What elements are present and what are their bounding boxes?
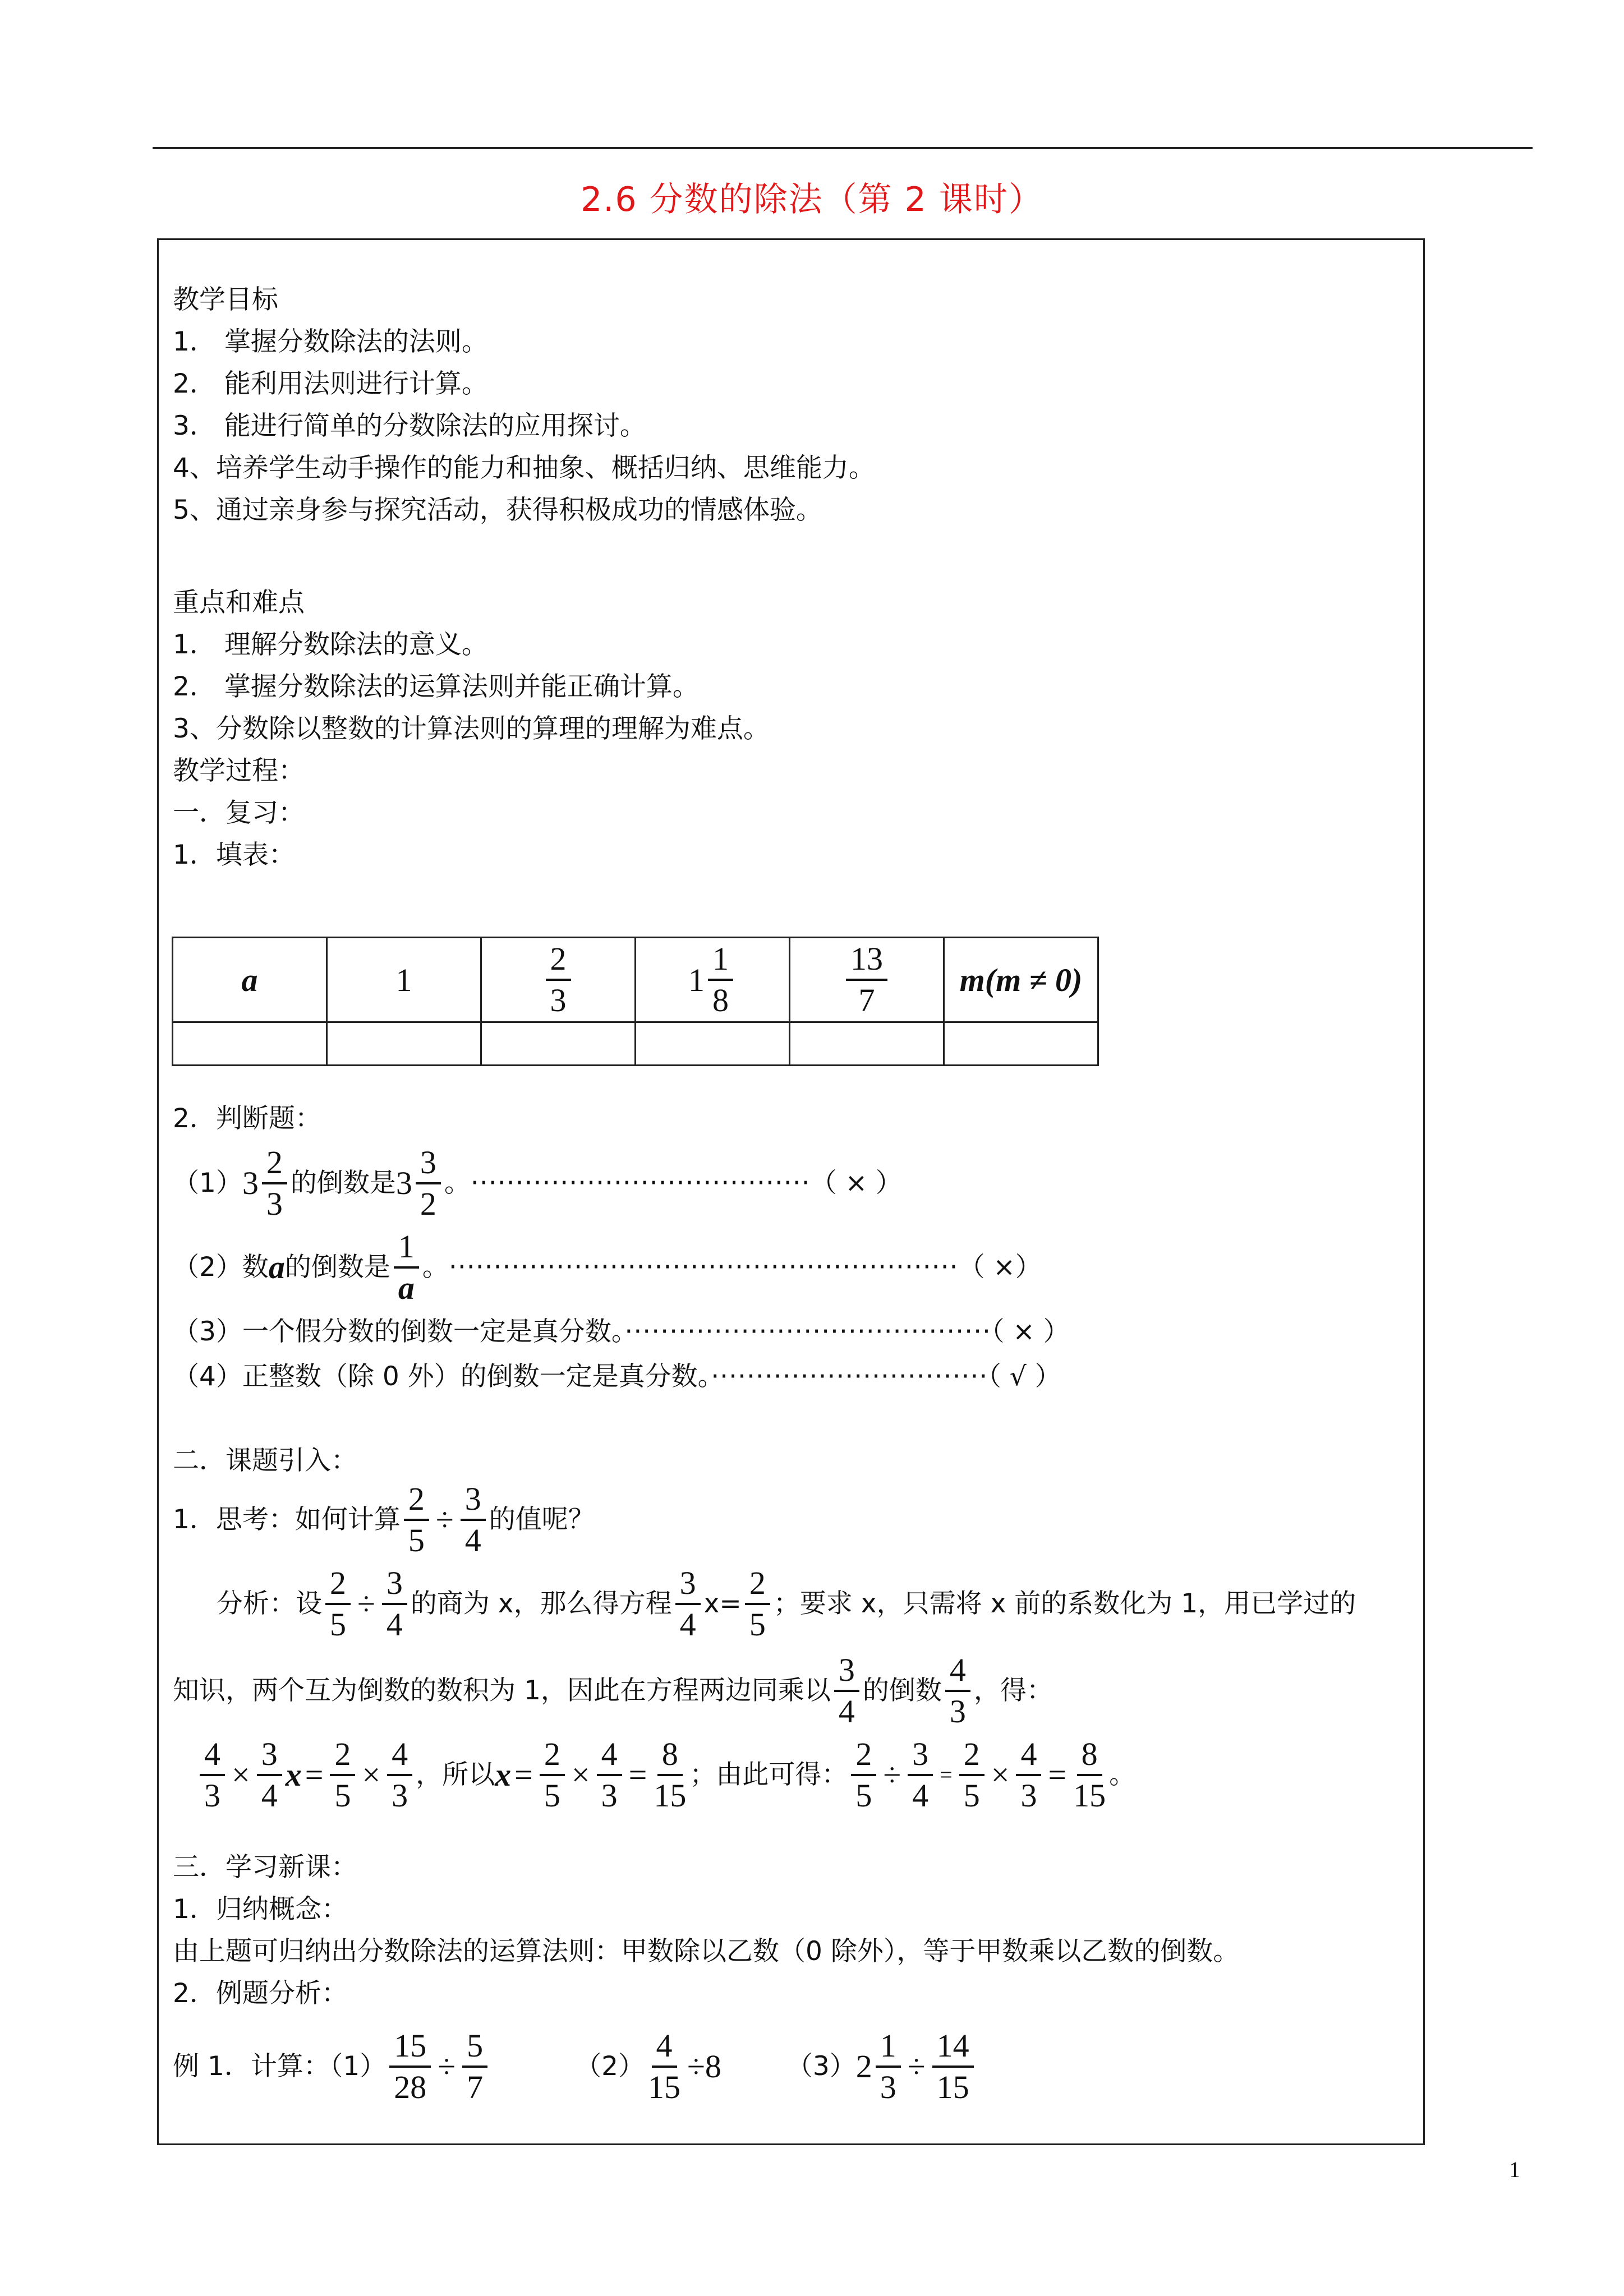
judge-item-4: （4）正整数（除 0 外）的倒数一定是真分数。·······························（ √ ） <box>173 1361 1061 1392</box>
example-1-line: 例 1．计算：（1） $\frac{15}{28}$ ÷ $\frac{5}{7}$ （2） $\frac{4}{15}$ ÷8 （3） 2 $\frac{1}{3}$ ÷ $\frac{14}{15}$ <box>173 2025 977 2109</box>
page-title: 2.6 分数的除法（第 2 课时） <box>581 180 1043 219</box>
equation-line: $\frac{4}{3}$ × $\frac{3}{4}$ x = $\frac{2}{5}$ × $\frac{4}{3}$ ，所以 x = $\frac{2}{5}$ × $\frac{4}{3}$ = $\frac{8}{15}$ ；由此可得： $\frac{2}{5}$ ÷ $\frac{3}{4}$ = $\frac{2}{5}$ × $\frac{4}{3}$ = $\frac{8}{15}$ 。 <box>196 1736 1135 1814</box>
table-answer-cell[interactable] <box>944 1022 1098 1066</box>
intro-heading: 二．课题引入： <box>173 1445 357 1476</box>
keypoints-heading: 重点和难点 <box>173 587 305 618</box>
process-heading: 教学过程： <box>173 755 305 786</box>
table-answer-cell[interactable] <box>790 1022 944 1066</box>
goals-heading: 教学目标 <box>173 284 278 315</box>
review-heading: 一．复习： <box>173 797 305 828</box>
judge-label: 2．判断题： <box>173 1103 321 1134</box>
newlesson-heading: 三．学习新课： <box>173 1852 357 1883</box>
analysis-line: 分析：设 $\frac{2}{5}$ ÷ $\frac{3}{4}$ 的商为 x，那么得方程 $\frac{3}{4}$ x= $\frac{2}{5}$ ；要求 x，只需将 x 前的系数化为 1，用已学过的 <box>217 1565 1356 1643</box>
table-cell: m(m ≠ 0) <box>944 938 1098 1022</box>
top-rule <box>153 147 1533 149</box>
example-label: 2．例题分析： <box>173 1978 348 2009</box>
table-answer-cell[interactable] <box>173 1022 327 1066</box>
judge-item-2: （2）数 a 的倒数是 $\frac{1}{a}$ 。 ························································· （ ×） <box>173 1228 1042 1306</box>
table-cell: $\frac{13}{7}$ <box>790 938 944 1022</box>
keypoint-item: 3、分数除以整数的计算法则的算理的理解为难点。 <box>173 713 770 744</box>
table-cell: 1 $\frac{1}{8}$ <box>636 938 790 1022</box>
reciprocal-table <box>172 937 1099 1066</box>
goal-item: 3． 能进行简单的分数除法的应用探讨。 <box>173 411 646 441</box>
division-rule: 由上题可归纳出分数除法的运算法则：甲数除以乙数（0 除外），等于甲数乘以乙数的倒数。 <box>173 1936 1240 1967</box>
think-line: 1．思考：如何计算 $\frac{2}{5}$ ÷ $\frac{3}{4}$ 的值呢？ <box>173 1481 595 1559</box>
goal-item: 4、培养学生动手操作的能力和抽象、概括归纳、思维能力。 <box>173 453 875 483</box>
table-cell: $\frac{2}{3}$ <box>481 938 636 1022</box>
judge-item-3: （3）一个假分数的倒数一定是真分数。·········································（ × ） <box>173 1316 1070 1347</box>
table-cell: a <box>173 938 327 1022</box>
knowledge-line: 知识，两个互为倒数的数积为 1，因此在方程两边同乘以 $\frac{3}{4}$ 的倒数 $\frac{4}{3}$ ，得： <box>173 1652 1053 1730</box>
table-answer-cell[interactable] <box>636 1022 790 1066</box>
concept-label: 1．归纳概念： <box>173 1894 348 1925</box>
keypoint-item: 1． 理解分数除法的意义。 <box>173 629 488 660</box>
table-answer-cell[interactable] <box>327 1022 481 1066</box>
goal-item: 2． 能利用法则进行计算。 <box>173 368 488 399</box>
goal-item: 5、通过亲身参与探究活动，获得积极成功的情感体验。 <box>173 495 822 525</box>
page-number: 1 <box>1509 2157 1520 2182</box>
table-cell: 1 <box>327 938 481 1022</box>
fill-table-label: 1．填表： <box>173 840 295 870</box>
judge-item-1: （1） 3 $\frac{2}{3}$ 的倒数是 3 $\frac{3}{2}$ 。 ······································ （ × ） <box>173 1144 902 1222</box>
keypoint-item: 2． 掌握分数除法的运算法则并能正确计算。 <box>173 671 699 702</box>
goal-item: 1． 掌握分数除法的法则。 <box>173 326 488 357</box>
table-answer-cell[interactable] <box>481 1022 636 1066</box>
